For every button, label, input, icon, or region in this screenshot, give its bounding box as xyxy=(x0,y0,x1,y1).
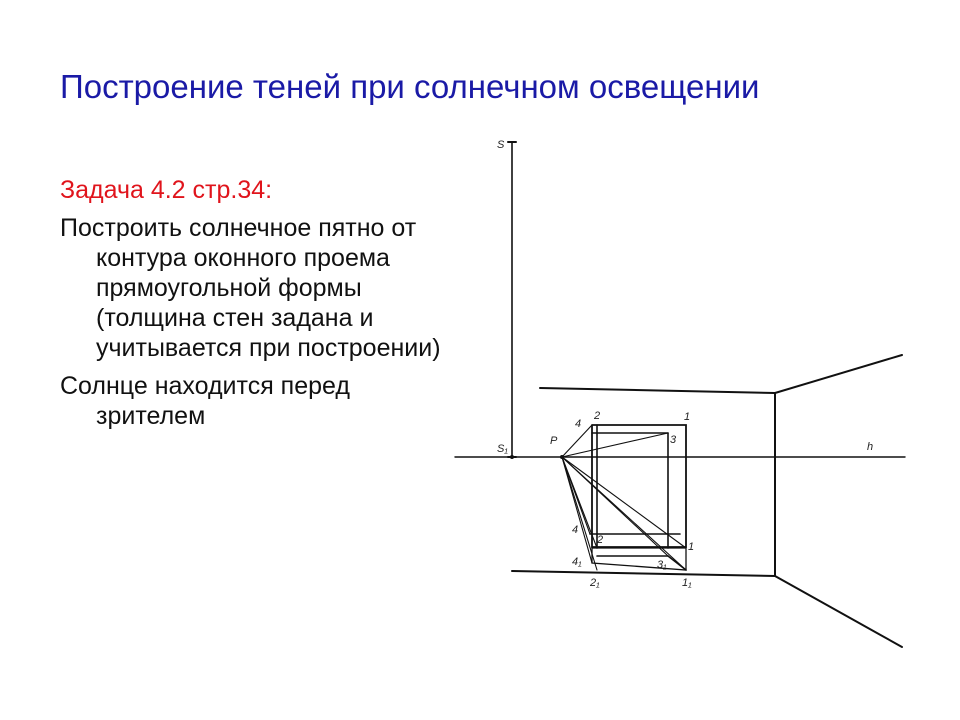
label-point-4-1: 4₁ xyxy=(572,556,582,568)
label-h: h xyxy=(867,441,874,453)
label-point-2b: 2 xyxy=(597,534,604,546)
task-item-1: Построить солнечное пятно от контура оконного проема прямоугольной формы (толщина стен задана и учитывается при построении) xyxy=(60,214,441,362)
diagram-svg xyxy=(450,128,930,668)
wall-top-edge xyxy=(540,388,775,393)
label-s: S xyxy=(497,139,505,151)
ray-p-3 xyxy=(562,433,668,457)
wall-bottom-edge xyxy=(512,571,775,576)
slide-title: Построение теней при солнечном освещении xyxy=(60,68,760,105)
label-point-2-1: 2₁ xyxy=(590,577,600,589)
label-point-1b: 1 xyxy=(688,541,695,553)
point-p xyxy=(560,455,564,459)
task-text-block xyxy=(60,176,460,439)
label-point-4: 4 xyxy=(575,418,582,430)
shadow-construction-diagram xyxy=(450,128,930,668)
point-s1 xyxy=(510,455,514,459)
task-label: Задача 4.2 стр.34: xyxy=(60,176,273,204)
task-item-2: Солнце находится перед зрителем xyxy=(60,372,350,430)
label-point-2: 2 xyxy=(594,410,601,422)
label-point-3: 3 xyxy=(670,434,677,446)
label-point-3-1: 3₁ xyxy=(657,559,667,571)
floor-edge xyxy=(775,576,902,647)
label-point-1: 1 xyxy=(684,411,691,423)
label-point-1-1: 1₁ xyxy=(682,577,692,589)
ceiling-edge xyxy=(775,355,902,393)
label-point-4b: 4 xyxy=(572,524,579,536)
label-s1: S₁ xyxy=(497,443,508,455)
label-p: P xyxy=(550,435,558,447)
